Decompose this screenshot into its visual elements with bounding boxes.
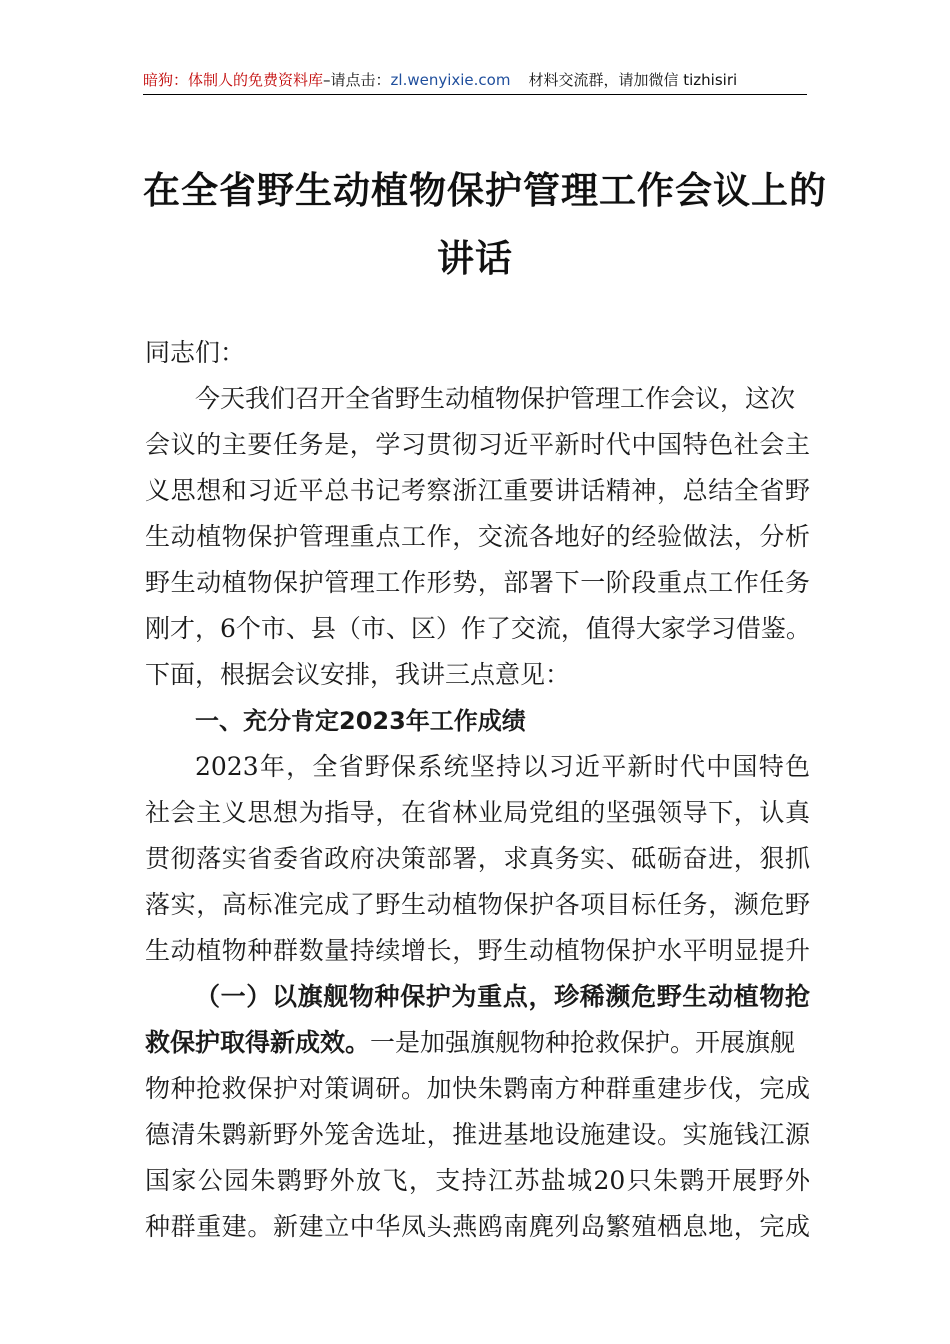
paragraph-line: 生动植物保护管理重点工作，交流各地好的经验做法，分析 [145,522,810,551]
paragraph-line: 2023年，全省野保系统坚持以习近平新时代中国特色 [195,752,810,781]
document-title-line1: 在全省野生动植物保护管理工作会议上的 [143,169,827,212]
header-group-info: 材料交流群，请加微信 tizhisiri [528,71,738,89]
header-click-prompt: –请点击： [323,71,391,89]
paragraph-line: 刚才，6个市、县（市、区）作了交流，值得大家学习借鉴。 [145,614,811,643]
paragraph-line: 物种抢救保护对策调研。加快朱鹮南方种群重建步伐，完成 [145,1074,810,1103]
paragraph-line: 国家公园朱鹮野外放飞，支持江苏盐城20只朱鹮开展野外 [145,1166,810,1195]
paragraph-line: 落实，高标准完成了野生动植物保护各项目标任务，濒危野 [145,890,810,919]
paragraph-line: 社会主义思想为指导，在省林业局党组的坚强领导下，认真 [145,798,810,827]
subsection-heading: （一）以旗舰物种保护为重点，珍稀濒危野生动植物抢 [195,982,810,1011]
document-title-line2: 讲话 [437,237,513,280]
paragraph-line: 今天我们召开全省野生动植物保护管理工作会议，这次 [195,384,796,413]
paragraph-line: 下面，根据会议安排，我讲三点意见： [145,660,571,689]
paragraph-line: 种群重建。新建立中华凤头燕鸥南麂列岛繁殖栖息地，完成 [145,1212,810,1241]
paragraph-line: 生动植物种群数量持续增长，野生动植物保护水平明显提升 [145,936,810,965]
paragraph-line-mixed [145,1020,810,1066]
paragraph-line: 会议的主要任务是，学习贯彻习近平新时代中国特色社会主 [145,430,810,459]
header-site-label: 暗狗：体制人的免费资料库 [143,71,324,89]
section-heading-1: 一、充分肯定2023年工作成绩 [195,707,526,735]
paragraph-line: 野生动植物保护管理工作形势，部署下一阶段重点工作任务 [145,568,810,597]
page-header [143,66,807,95]
paragraph-line: 德清朱鹮新野外笼舍选址，推进基地设施建设。实施钱江源 [145,1120,810,1149]
subsection-heading-cont: 救保护取得新成效。 [145,1028,371,1057]
paragraph-text: 一是加强旗舰物种抢救保护。开展旗舰 [370,1028,796,1057]
paragraph-line: 义思想和习近平总书记考察浙江重要讲话精神，总结全省野 [145,476,810,505]
header-url-link[interactable]: zl.wenyixie.com [390,71,511,89]
salutation: 同志们： [145,338,246,367]
paragraph-line: 贯彻落实省委省政府决策部署，求真务实、砥砺奋进，狠抓 [145,844,810,873]
